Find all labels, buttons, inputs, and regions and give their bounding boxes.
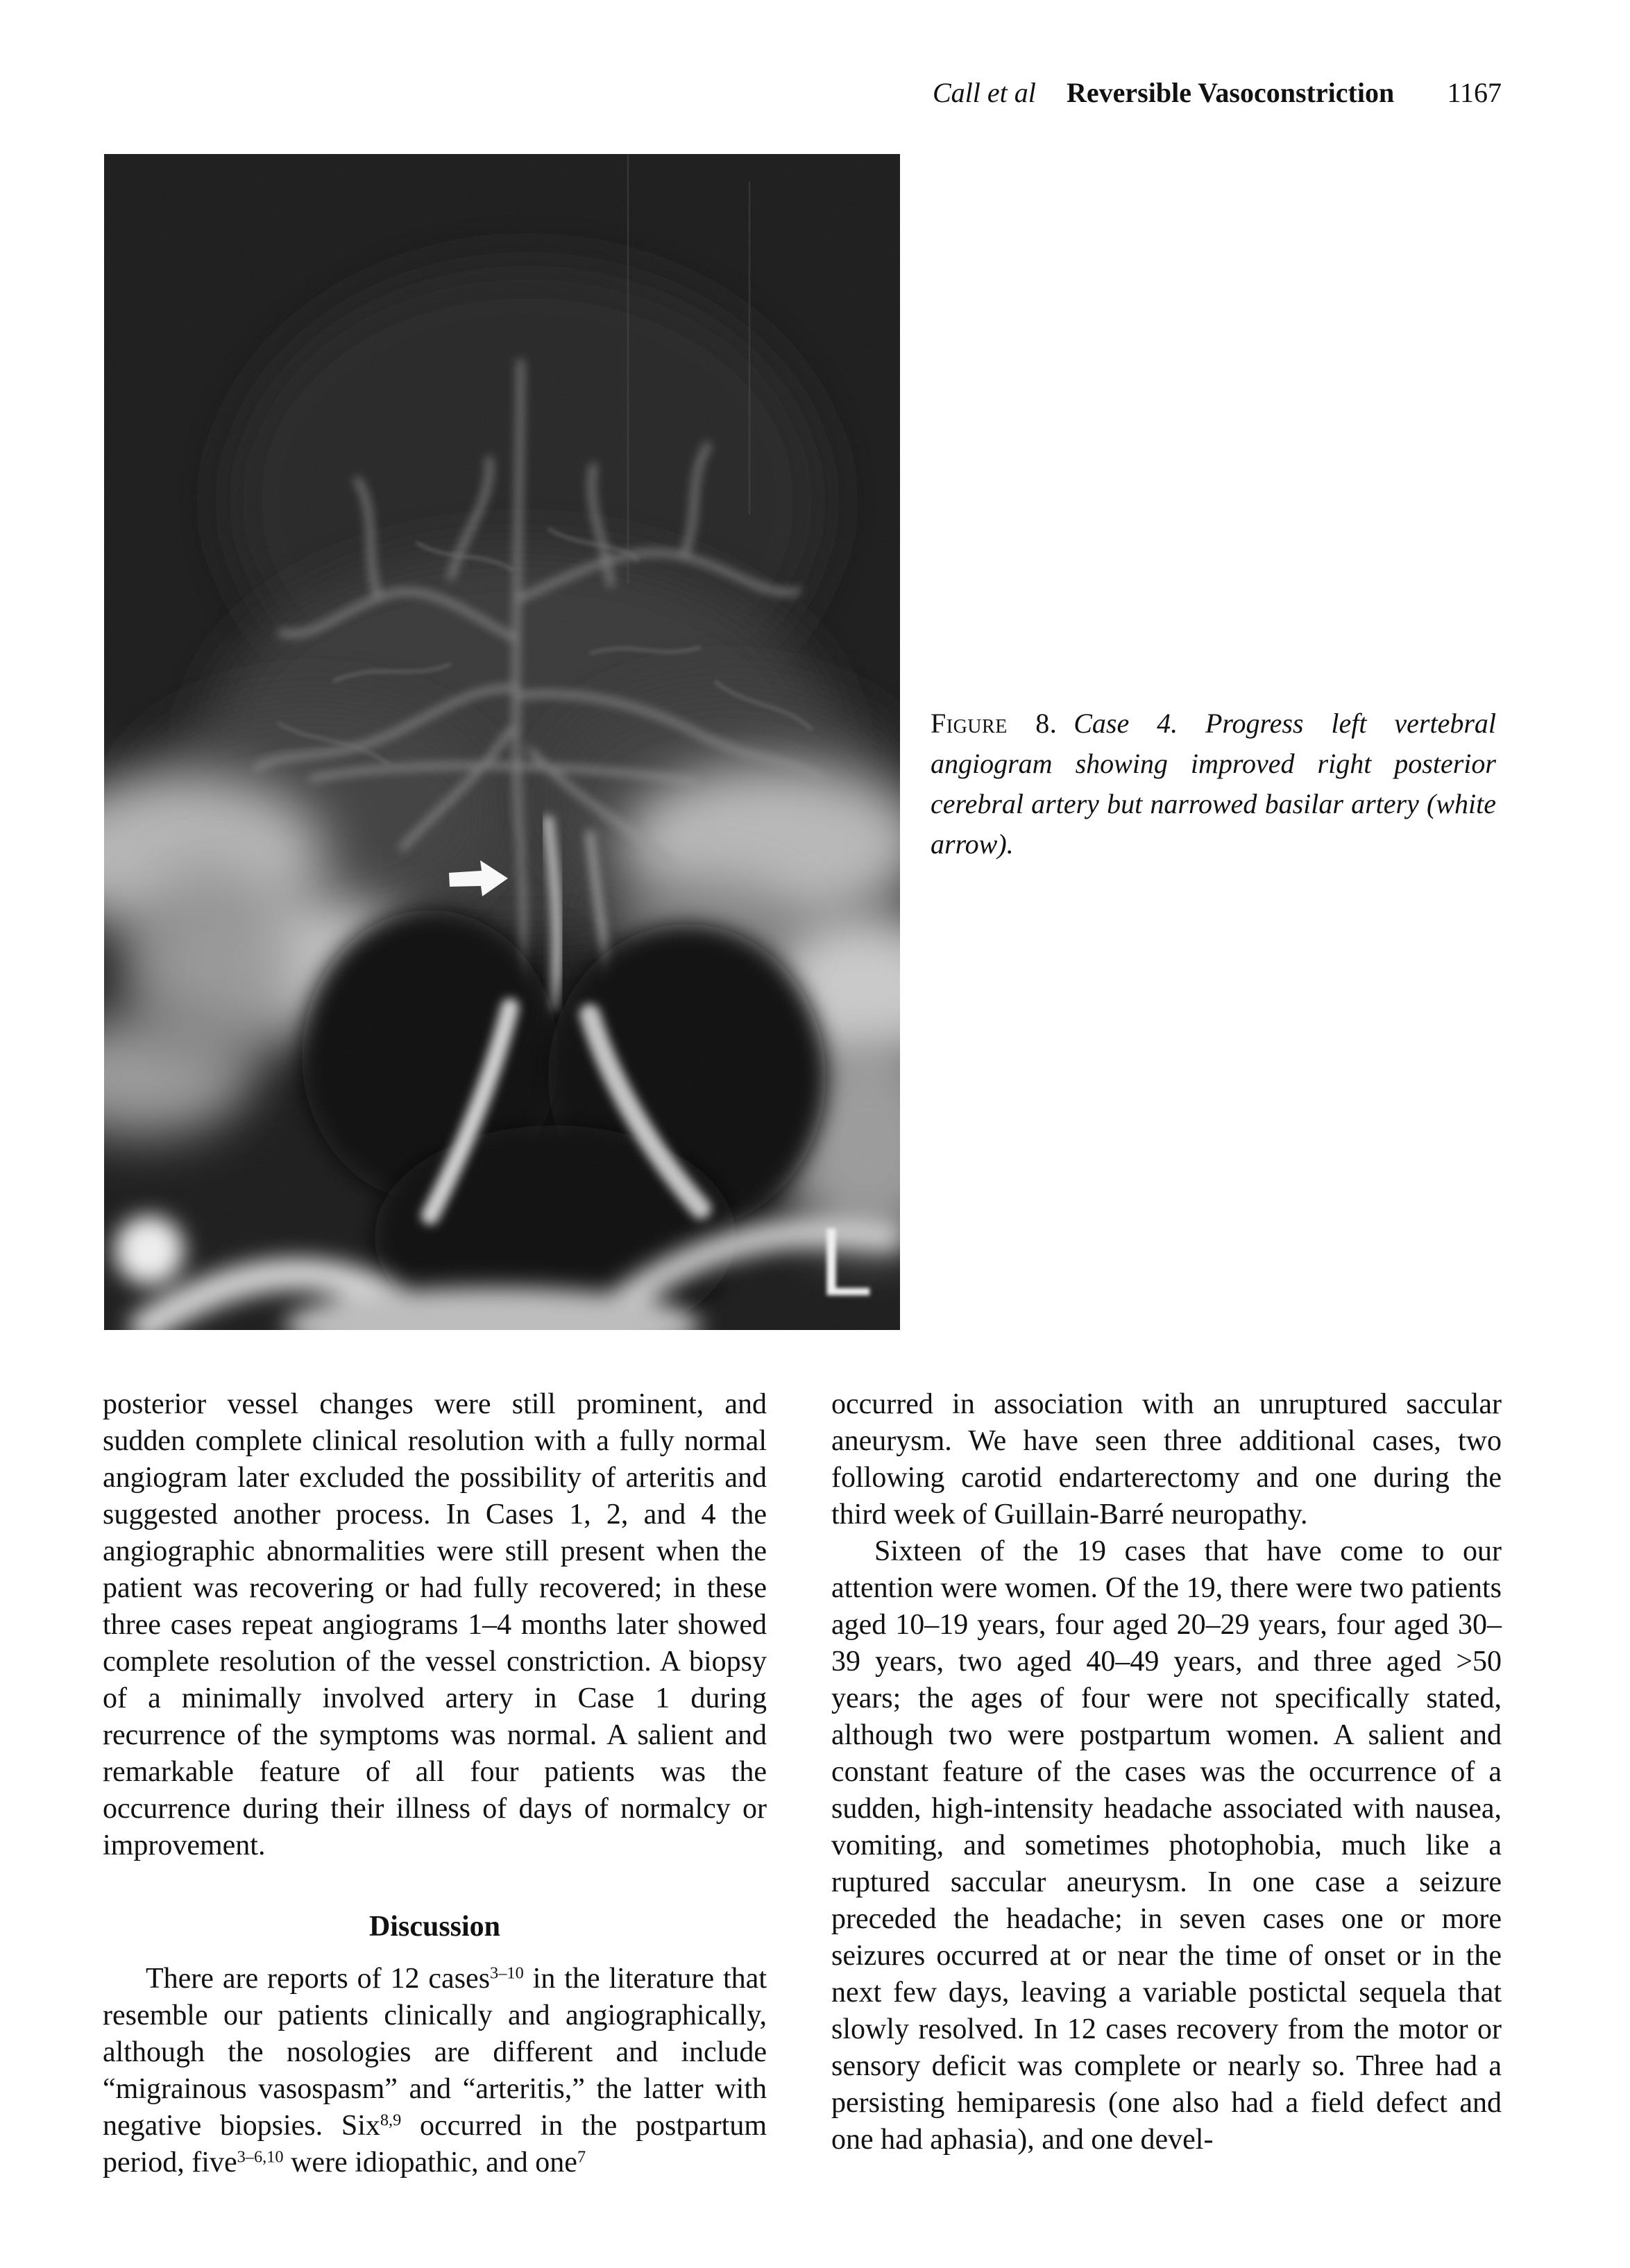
paragraph-case-summary: Sixteen of the 19 cases that have come to our attention were women. Of the 19, there were two patients aged 10–19 years, four aged 20–29 years, four aged 30–39 years, two aged 40–49 years, and three aged >50 years; the ages of four were not specifically stated, although two were postpartum women. A salient and constant feature of the cases was the occurrence of a sudden, high-intensity headache associated with nausea, vomiting, and sometimes photophobia, much like a ruptured saccular aneurysm. In one case a seizure preceded the headache; in seven cases one or more seizures occurred at or near the time of onset or in the next few days, leaving a variable postictal sequela that slowly resolved. In 12 cases recovery from the motor or sensory deficit was complete or nearly so. Three had a persisting hemiparesis (one also had a field defect and one had aphasia), and one devel- [831, 1535, 1502, 2156]
angiogram-image [104, 154, 900, 1330]
page-number: 1167 [1447, 77, 1502, 108]
paragraph-continuation: posterior vessel changes were still prominent, and sudden complete clinical resolution with a fully normal angiogram later excluded the possibility of arteritis and suggested another process. In Cases 1, 2, and 4 the angiographic abnormalities were still present when the patient was recovering or had fully recovered; in these three cases repeat angiograms 1–4 months later showed complete resolution of the vessel constriction. A biopsy of a minimally involved artery in Case 1 during recurrence of the symptoms was normal. A salient and remarkable feature of all four patients was the occurrence during their illness of days of normalcy or improvement. [103, 1388, 767, 1861]
paragraph-continuation-right: occurred in association with an unruptured saccular aneurysm. We have seen three additional cases, two following carotid endarterectomy and one during the third week of Guillain-Barré neuropathy. [831, 1388, 1502, 1531]
figure-caption [931, 704, 1496, 864]
left-column [103, 1386, 767, 2181]
paragraph-discussion-1: There are reports of 12 cases$^{3-10}$ in the literature that resemble our patients clinically and angiographically, although the nosologies are different and include “migrainous vasospasm” and “arteritis,” the latter with negative biopsies. Six$^{8,9}$ occurred in the postpartum period, five$^{3-6,10}$ were idiopathic, and one$^7$ [103, 1963, 767, 2179]
running-head-authors: Call et al [933, 77, 1036, 108]
running-head [0, 76, 1630, 111]
film-grain-overlay [104, 154, 900, 1330]
running-head-article-title: Reversible Vasoconstriction [1067, 77, 1395, 108]
right-column [831, 1386, 1502, 2158]
section-heading-discussion: Discussion [368, 1911, 501, 1943]
figure-caption-label: Figure 8. [931, 708, 1058, 739]
figure-8-angiogram [104, 154, 900, 1330]
figure-caption-text: Case 4. Progress left vertebral angiogram showing improved right posterior cerebral artery but narrowed basilar artery (white arrow). [931, 708, 1497, 860]
